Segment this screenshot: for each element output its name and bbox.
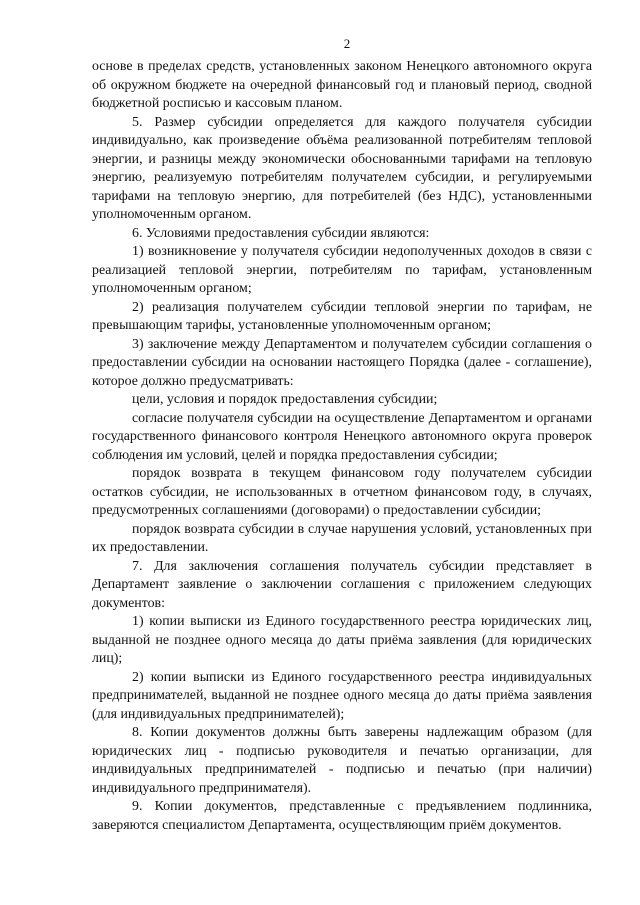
paragraph-agreement-term-3: порядок возврата в текущем финансовом году получателем субсидии остатков субсидии, не использованных в отчетном финансовом году, в случаях, предусмотренных соглашениями (договорами) о предоставлении субсидии; bbox=[92, 466, 592, 518]
paragraph-item-5: 5. Размер субсидии определяется для каждого получателя субсидии индивидуально, как произведение объёма реализованной потребителям тепловой энергии, и разницы между экономически обоснованными тарифами на тепловую энергию, реализуемую потребителям получателем субсидии, и регулируемыми тарифами на тепловую энергию, для потребителей (без НДС), установленными уполномоченным органом. bbox=[92, 114, 592, 222]
page-number: 2 bbox=[343, 36, 351, 51]
paragraph-item-6-2: 2) реализация получателем субсидии тепловой энергии по тарифам, не превышающим тарифы, установленные уполномоченным органом; bbox=[92, 299, 592, 333]
paragraph-continuation: основе в пределах средств, установленных законом Ненецкого автономного округа об окружном бюджете на очередной финансовый год и плановый период, сводной бюджетной росписью и кассовым планом. bbox=[92, 59, 592, 111]
paragraph-item-6-1: 1) возникновение у получателя субсидии недополученных доходов в связи с реализацией тепловой энергии, потребителям по тарифам, установленным уполномоченным органом; bbox=[92, 244, 592, 296]
paragraph-agreement-term-4: порядок возврата субсидии в случае нарушения условий, установленных при их предоставлении. bbox=[92, 521, 592, 555]
paragraph-item-7-2: 2) копии выписки из Единого государственного реестра индивидуальных предпринимателей, выданной не позднее одного месяца до даты приёма заявления (для индивидуальных предпринимателей); bbox=[92, 669, 592, 722]
paragraph-item-7: 7. Для заключения соглашения получатель субсидии представляет в Департамент заявление о заключении соглашения с приложением следующих документов: bbox=[92, 558, 592, 611]
paragraph-item-6: 6. Условиями предоставления субсидии являются: bbox=[132, 225, 430, 241]
paragraph-item-9: 9. Копии документов, представленные с предъявлением подлинника, заверяются специалистом Департамента, осуществляющим приём документов. bbox=[92, 799, 592, 833]
paragraph-item-6-3: 3) заключение между Департаментом и получателем субсидии соглашения о предоставлении субсидии на основании настоящего Порядка (далее - соглашение), которое должно предусматривать: bbox=[92, 336, 592, 389]
paragraph-item-8: 8. Копии документов должны быть заверены надлежащим образом (для юридических лиц - подписью руководителя и печатью организации, для индивидуальных предпринимателей - подписью и печатью (при наличии) индивидуального предпринимателя). bbox=[92, 725, 592, 796]
paragraph-agreement-term-1: цели, условия и порядок предоставления субсидии; bbox=[132, 392, 438, 407]
paragraph-item-7-1: 1) копии выписки из Единого государственного реестра юридических лиц, выданной не позднее одного месяца до даты приёма заявления (для юридических лиц); bbox=[92, 614, 592, 666]
paragraph-agreement-term-2: согласие получателя субсидии на осуществление Департаментом и органами государственного финансового контроля Ненецкого автономного округа проверок соблюдения им условий, целей и порядка предоставления субсидии; bbox=[92, 410, 592, 463]
